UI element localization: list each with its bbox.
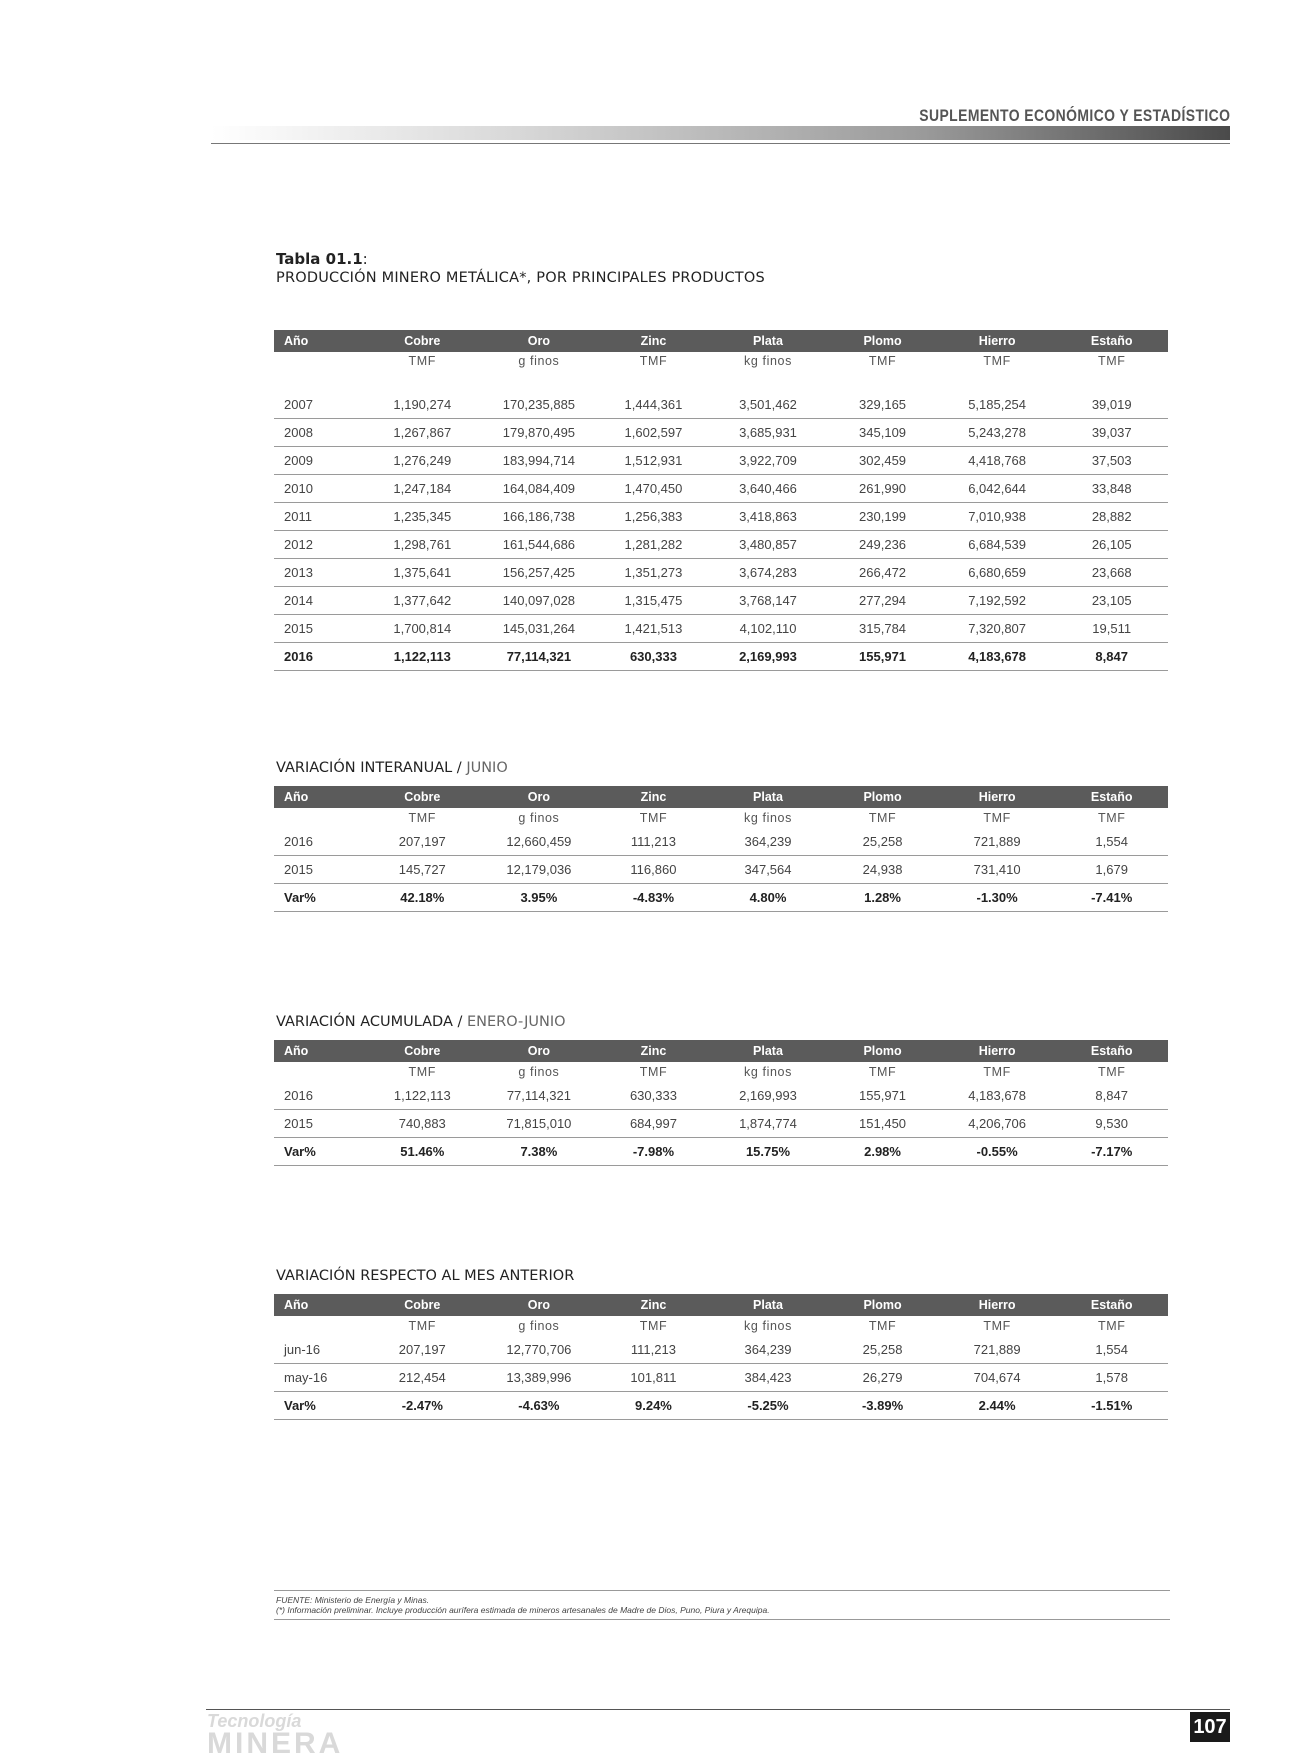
column-header: Estaño — [1055, 330, 1168, 352]
value-cell: 8,847 — [1055, 1082, 1168, 1110]
unit-cell: kg finos — [744, 811, 792, 825]
unit-cell: TMF — [868, 811, 897, 825]
value-cell: 5,243,278 — [939, 419, 1056, 447]
value-cell: 51.46% — [364, 1138, 481, 1166]
value-cell: 5,185,254 — [939, 378, 1056, 419]
value-cell: 25,258 — [826, 828, 939, 856]
preliminary-note: (*) Información preliminar. Incluye producción aurífera estimada de mineros artesanales de Madre de Dios, Puno, Piura y Arequipa. — [276, 1605, 770, 1615]
value-cell: 1,421,513 — [597, 615, 710, 643]
value-cell: 1,874,774 — [710, 1110, 827, 1138]
row-label-cell: 2009 — [274, 447, 364, 475]
value-cell: 1,298,761 — [364, 531, 481, 559]
unit-cell: TMF — [868, 354, 897, 368]
running-header-title: SUPLEMENTO ECONÓMICO Y ESTADÍSTICO — [918, 106, 1230, 125]
value-cell: 7,192,592 — [939, 587, 1056, 615]
value-cell: -7.41% — [1055, 884, 1168, 912]
table-row — [274, 475, 1168, 503]
value-cell: 1,512,931 — [597, 447, 710, 475]
unit-cell: TMF — [983, 1065, 1011, 1079]
value-cell: 364,239 — [710, 1336, 827, 1364]
page-number: 107 — [1190, 1712, 1230, 1742]
value-cell: 156,257,425 — [481, 559, 598, 587]
table-row — [274, 884, 1168, 912]
unit-cell — [274, 1316, 364, 1336]
column-header: Plata — [710, 1040, 827, 1062]
table-row — [274, 1110, 1168, 1138]
units-row — [274, 352, 1168, 378]
column-header: Plomo — [826, 1294, 939, 1316]
value-cell: 28,882 — [1055, 503, 1168, 531]
value-cell: 266,472 — [826, 559, 939, 587]
units-row — [274, 1316, 1168, 1336]
value-cell: 3,418,863 — [710, 503, 827, 531]
unit-cell: TMF — [1097, 1065, 1126, 1079]
table-row — [274, 643, 1168, 671]
value-cell: 140,097,028 — [481, 587, 598, 615]
column-header: Oro — [481, 1040, 598, 1062]
column-header: Plata — [710, 786, 827, 808]
value-cell: 166,186,738 — [481, 503, 598, 531]
value-cell: 207,197 — [364, 1336, 481, 1364]
value-cell: 1,700,814 — [364, 615, 481, 643]
value-cell: 4,418,768 — [939, 447, 1056, 475]
value-cell: -5.25% — [710, 1392, 827, 1420]
value-cell: 26,105 — [1055, 531, 1168, 559]
value-cell: 26,279 — [826, 1364, 939, 1392]
value-cell: -3.89% — [826, 1392, 939, 1420]
value-cell: -7.17% — [1055, 1138, 1168, 1166]
value-cell: 161,544,686 — [481, 531, 598, 559]
value-cell: 721,889 — [939, 1336, 1056, 1364]
value-cell: 145,727 — [364, 856, 481, 884]
value-cell: 3,480,857 — [710, 531, 827, 559]
value-cell: 704,674 — [939, 1364, 1056, 1392]
value-cell: 77,114,321 — [481, 643, 598, 671]
column-header: Hierro — [939, 786, 1056, 808]
value-cell: 170,235,885 — [481, 378, 598, 419]
row-label-cell: 2007 — [274, 378, 364, 419]
units-row — [274, 1062, 1168, 1082]
column-header: Año — [274, 1294, 364, 1316]
column-header: Año — [274, 330, 364, 352]
column-header: Cobre — [364, 786, 481, 808]
value-cell: 111,213 — [597, 828, 710, 856]
value-cell: 183,994,714 — [481, 447, 598, 475]
column-header: Plata — [710, 330, 827, 352]
value-cell: 329,165 — [826, 378, 939, 419]
value-cell: -4.83% — [597, 884, 710, 912]
unit-cell — [274, 1062, 364, 1082]
value-cell: 1,351,273 — [597, 559, 710, 587]
value-cell: -1.30% — [939, 884, 1056, 912]
value-cell: 1,276,249 — [364, 447, 481, 475]
value-cell: 7,320,807 — [939, 615, 1056, 643]
value-cell: 4,183,678 — [939, 643, 1056, 671]
value-cell: 721,889 — [939, 828, 1056, 856]
section-title-mes-anterior: VARIACIÓN RESPECTO AL MES ANTERIOR — [276, 1268, 575, 1284]
unit-cell: TMF — [408, 354, 437, 368]
unit-cell: g finos — [518, 811, 560, 825]
value-cell: 77,114,321 — [481, 1082, 598, 1110]
interanual-table — [274, 786, 1168, 912]
unit-cell: g finos — [518, 1065, 560, 1079]
value-cell: 1.28% — [826, 884, 939, 912]
value-cell: 12,660,459 — [481, 828, 598, 856]
unit-cell — [274, 808, 364, 828]
column-header: Oro — [481, 1294, 598, 1316]
production-table — [274, 330, 1168, 671]
value-cell: 23,668 — [1055, 559, 1168, 587]
table-row — [274, 503, 1168, 531]
value-cell: 4,183,678 — [939, 1082, 1056, 1110]
column-header: Zinc — [597, 1040, 710, 1062]
value-cell: 23,105 — [1055, 587, 1168, 615]
column-header: Plomo — [826, 1040, 939, 1062]
row-label-cell: Var% — [274, 884, 364, 912]
header-row — [274, 1040, 1168, 1062]
value-cell: -0.55% — [939, 1138, 1056, 1166]
value-cell: 249,236 — [826, 531, 939, 559]
value-cell: 1,375,641 — [364, 559, 481, 587]
value-cell: 42.18% — [364, 884, 481, 912]
table-row — [274, 587, 1168, 615]
units-row — [274, 808, 1168, 828]
value-cell: 3,640,466 — [710, 475, 827, 503]
column-header: Oro — [481, 330, 598, 352]
header-row — [274, 330, 1168, 352]
unit-cell — [274, 352, 364, 378]
value-cell: 12,770,706 — [481, 1336, 598, 1364]
value-cell: 15.75% — [710, 1138, 827, 1166]
row-label-cell: jun-16 — [274, 1336, 364, 1364]
value-cell: 3.95% — [481, 884, 598, 912]
row-label-cell: Var% — [274, 1392, 364, 1420]
unit-cell: TMF — [868, 1065, 897, 1079]
table-row — [274, 419, 1168, 447]
value-cell: 9.24% — [597, 1392, 710, 1420]
column-header: Oro — [481, 786, 598, 808]
row-label-cell: 2014 — [274, 587, 364, 615]
value-cell: 2,169,993 — [710, 1082, 827, 1110]
value-cell: 1,235,345 — [364, 503, 481, 531]
unit-cell: TMF — [408, 1065, 437, 1079]
acumulada-table — [274, 1040, 1168, 1166]
value-cell: 302,459 — [826, 447, 939, 475]
value-cell: 1,679 — [1055, 856, 1168, 884]
table-row — [274, 531, 1168, 559]
table-row — [274, 1138, 1168, 1166]
value-cell: 230,199 — [826, 503, 939, 531]
source-note — [274, 1590, 1170, 1620]
header-row — [274, 786, 1168, 808]
table-row — [274, 378, 1168, 419]
value-cell: 145,031,264 — [481, 615, 598, 643]
table-row — [274, 447, 1168, 475]
unit-cell: g finos — [518, 1319, 560, 1333]
value-cell: 24,938 — [826, 856, 939, 884]
source-line: FUENTE: Ministerio de Energía y Minas. — [276, 1595, 430, 1605]
value-cell: 207,197 — [364, 828, 481, 856]
value-cell: 630,333 — [597, 1082, 710, 1110]
row-label-cell: may-16 — [274, 1364, 364, 1392]
unit-cell: TMF — [868, 1319, 897, 1333]
value-cell: 33,848 — [1055, 475, 1168, 503]
value-cell: 4,102,110 — [710, 615, 827, 643]
unit-cell: TMF — [639, 1065, 668, 1079]
value-cell: 212,454 — [364, 1364, 481, 1392]
value-cell: 3,674,283 — [710, 559, 827, 587]
value-cell: 1,315,475 — [597, 587, 710, 615]
table-row — [274, 1392, 1168, 1420]
value-cell: 345,109 — [826, 419, 939, 447]
column-header: Cobre — [364, 330, 481, 352]
value-cell: 37,503 — [1055, 447, 1168, 475]
value-cell: 39,037 — [1055, 419, 1168, 447]
table-row — [274, 828, 1168, 856]
table-caption — [276, 250, 765, 286]
unit-cell: TMF — [639, 811, 668, 825]
unit-cell: kg finos — [744, 1319, 792, 1333]
column-header: Año — [274, 1040, 364, 1062]
table-row — [274, 1336, 1168, 1364]
value-cell: 151,450 — [826, 1110, 939, 1138]
value-cell: 1,602,597 — [597, 419, 710, 447]
value-cell: 1,554 — [1055, 828, 1168, 856]
unit-cell: TMF — [639, 1319, 668, 1333]
value-cell: 4,206,706 — [939, 1110, 1056, 1138]
unit-cell: kg finos — [744, 354, 792, 368]
value-cell: 1,377,642 — [364, 587, 481, 615]
column-header: Plomo — [826, 786, 939, 808]
column-header: Plata — [710, 1294, 827, 1316]
header-row — [274, 1294, 1168, 1316]
table-title: PRODUCCIÓN MINERO METÁLICA*, POR PRINCIPALES PRODUCTOS — [276, 270, 765, 286]
value-cell: 1,247,184 — [364, 475, 481, 503]
value-cell: 8,847 — [1055, 643, 1168, 671]
value-cell: 39,019 — [1055, 378, 1168, 419]
value-cell: 1,122,113 — [364, 643, 481, 671]
mes-anterior-table — [274, 1294, 1168, 1420]
value-cell: -4.63% — [481, 1392, 598, 1420]
column-header: Año — [274, 786, 364, 808]
row-label-cell: 2013 — [274, 559, 364, 587]
row-label-cell: 2015 — [274, 1110, 364, 1138]
value-cell: 179,870,495 — [481, 419, 598, 447]
section-title-acumulada: VARIACIÓN ACUMULADA / ENERO-JUNIO — [276, 1014, 566, 1030]
column-header: Hierro — [939, 1294, 1056, 1316]
table-row — [274, 1082, 1168, 1110]
value-cell: 315,784 — [826, 615, 939, 643]
value-cell: 384,423 — [710, 1364, 827, 1392]
value-cell: 3,768,147 — [710, 587, 827, 615]
row-label-cell: 2016 — [274, 643, 364, 671]
header-gradient-bar — [211, 126, 1230, 140]
value-cell: 1,256,383 — [597, 503, 710, 531]
value-cell: 3,501,462 — [710, 378, 827, 419]
value-cell: 155,971 — [826, 643, 939, 671]
value-cell: 3,685,931 — [710, 419, 827, 447]
value-cell: 364,239 — [710, 828, 827, 856]
row-label-cell: 2015 — [274, 856, 364, 884]
value-cell: 277,294 — [826, 587, 939, 615]
value-cell: 1,470,450 — [597, 475, 710, 503]
value-cell: 101,811 — [597, 1364, 710, 1392]
column-header: Estaño — [1055, 1040, 1168, 1062]
column-header: Zinc — [597, 330, 710, 352]
table-row — [274, 856, 1168, 884]
value-cell: 1,122,113 — [364, 1082, 481, 1110]
column-header: Hierro — [939, 1040, 1056, 1062]
table-label: Tabla 01.1: — [276, 250, 368, 268]
column-header: Estaño — [1055, 786, 1168, 808]
unit-cell: TMF — [1097, 1319, 1126, 1333]
column-header: Cobre — [364, 1040, 481, 1062]
unit-cell: TMF — [1097, 811, 1126, 825]
value-cell: 6,680,659 — [939, 559, 1056, 587]
value-cell: -1.51% — [1055, 1392, 1168, 1420]
column-header: Estaño — [1055, 1294, 1168, 1316]
value-cell: 6,684,539 — [939, 531, 1056, 559]
value-cell: 13,389,996 — [481, 1364, 598, 1392]
value-cell: -2.47% — [364, 1392, 481, 1420]
value-cell: 164,084,409 — [481, 475, 598, 503]
value-cell: 2.44% — [939, 1392, 1056, 1420]
row-label-cell: 2008 — [274, 419, 364, 447]
value-cell: 1,554 — [1055, 1336, 1168, 1364]
row-label-cell: Var% — [274, 1138, 364, 1166]
value-cell: 155,971 — [826, 1082, 939, 1110]
value-cell: -7.98% — [597, 1138, 710, 1166]
column-header: Zinc — [597, 786, 710, 808]
unit-cell: TMF — [983, 1319, 1011, 1333]
table-row — [274, 1364, 1168, 1392]
row-label-cell: 2010 — [274, 475, 364, 503]
magazine-logo: Tecnología MINERA — [207, 1711, 344, 1760]
row-label-cell: 2011 — [274, 503, 364, 531]
unit-cell: TMF — [983, 354, 1011, 368]
row-label-cell: 2016 — [274, 828, 364, 856]
row-label-cell: 2012 — [274, 531, 364, 559]
unit-cell: kg finos — [744, 1065, 792, 1079]
value-cell: 1,190,274 — [364, 378, 481, 419]
column-header: Cobre — [364, 1294, 481, 1316]
unit-cell: TMF — [408, 811, 437, 825]
value-cell: 731,410 — [939, 856, 1056, 884]
value-cell: 1,267,867 — [364, 419, 481, 447]
value-cell: 740,883 — [364, 1110, 481, 1138]
value-cell: 3,922,709 — [710, 447, 827, 475]
value-cell: 1,281,282 — [597, 531, 710, 559]
value-cell: 7.38% — [481, 1138, 598, 1166]
value-cell: 261,990 — [826, 475, 939, 503]
column-header: Zinc — [597, 1294, 710, 1316]
value-cell: 1,578 — [1055, 1364, 1168, 1392]
value-cell: 630,333 — [597, 643, 710, 671]
row-label-cell: 2016 — [274, 1082, 364, 1110]
unit-cell: TMF — [408, 1319, 437, 1333]
unit-cell: g finos — [518, 354, 560, 368]
unit-cell: TMF — [1097, 354, 1126, 368]
value-cell: 6,042,644 — [939, 475, 1056, 503]
value-cell: 684,997 — [597, 1110, 710, 1138]
value-cell: 9,530 — [1055, 1110, 1168, 1138]
value-cell: 111,213 — [597, 1336, 710, 1364]
value-cell: 2.98% — [826, 1138, 939, 1166]
column-header: Hierro — [939, 330, 1056, 352]
value-cell: 19,511 — [1055, 615, 1168, 643]
value-cell: 2,169,993 — [710, 643, 827, 671]
unit-cell: TMF — [983, 811, 1011, 825]
row-label-cell: 2015 — [274, 615, 364, 643]
value-cell: 116,860 — [597, 856, 710, 884]
value-cell: 4.80% — [710, 884, 827, 912]
table-row — [274, 559, 1168, 587]
section-title-interanual: VARIACIÓN INTERANUAL / JUNIO — [276, 760, 508, 776]
value-cell: 25,258 — [826, 1336, 939, 1364]
header-rule — [211, 143, 1230, 144]
value-cell: 71,815,010 — [481, 1110, 598, 1138]
value-cell: 12,179,036 — [481, 856, 598, 884]
column-header: Plomo — [826, 330, 939, 352]
unit-cell: TMF — [639, 354, 668, 368]
value-cell: 347,564 — [710, 856, 827, 884]
value-cell: 7,010,938 — [939, 503, 1056, 531]
table-row — [274, 615, 1168, 643]
value-cell: 1,444,361 — [597, 378, 710, 419]
footer-rule — [206, 1709, 1230, 1710]
